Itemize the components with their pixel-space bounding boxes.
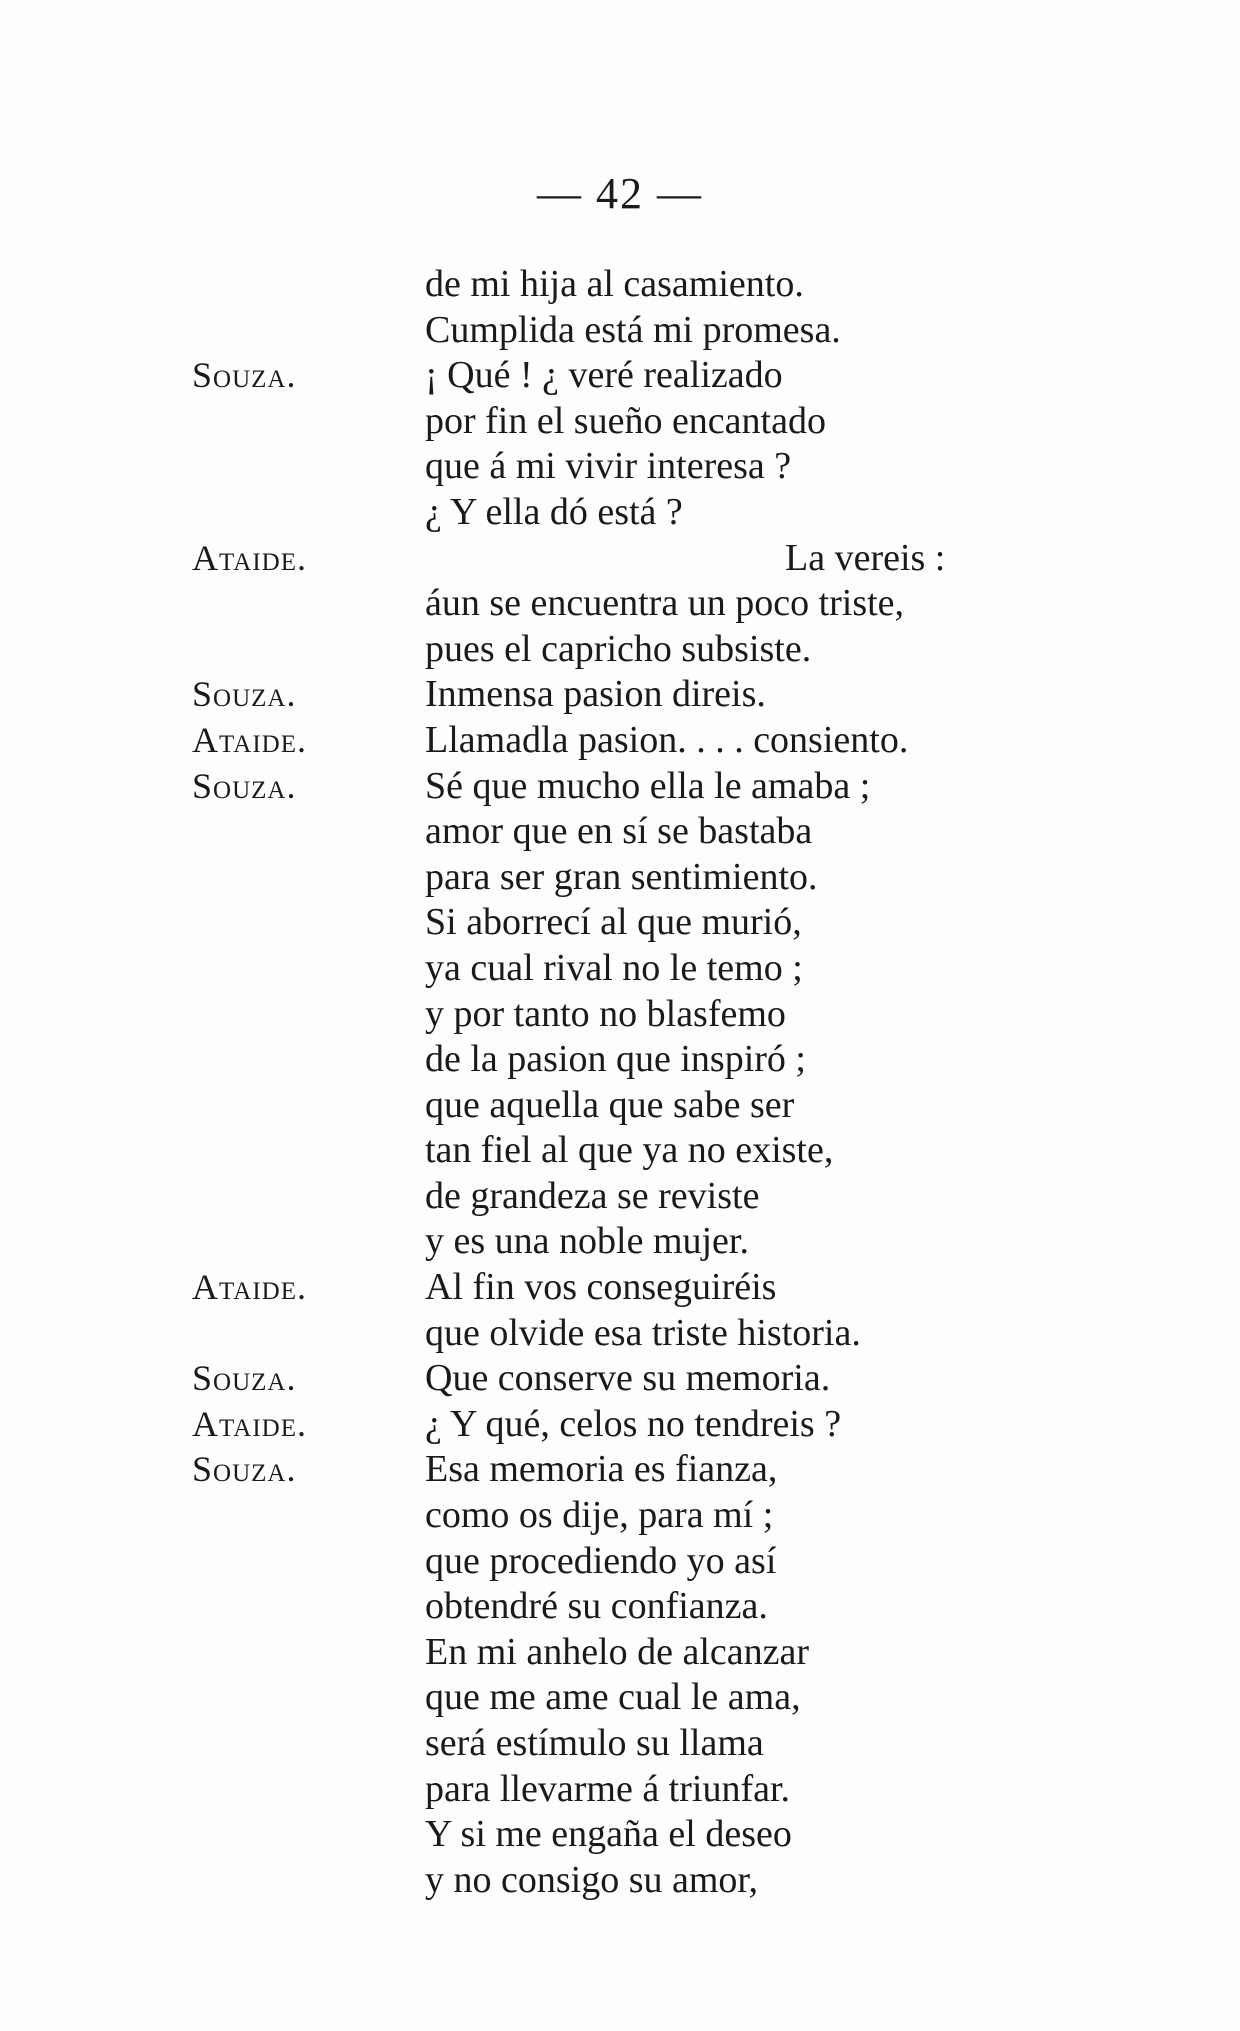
verse-text: En mi anhelo de alcanzar — [425, 1630, 810, 1673]
verse-text: Al fin vos conseguiréis — [425, 1266, 777, 1309]
verse-text: Sé que mucho ella le amaba ; — [425, 764, 871, 807]
verse-text: ¿ Y ella dó está ? — [425, 490, 683, 533]
verse-text: y no consigo su amor, — [425, 1858, 759, 1901]
speaker-name: Souza. — [192, 674, 297, 715]
speaker-name: Souza. — [192, 765, 297, 806]
verse-line — [0, 1037, 1240, 1083]
verse-line — [0, 1174, 1240, 1220]
page-number: — 42 — — [537, 169, 703, 218]
verse-line — [0, 1584, 1240, 1630]
speaker-name: Ataide. — [192, 1403, 307, 1444]
verse-text: Esa memoria es fianza, — [425, 1448, 778, 1491]
verse-text: y por tanto no blasfemo — [425, 992, 786, 1035]
speaker-name: Souza. — [192, 1358, 297, 1399]
verse-text: para ser gran sentimiento. — [425, 855, 818, 898]
verse-text: y es una noble mujer. — [425, 1220, 749, 1263]
verse-line — [0, 1311, 1240, 1357]
verse-text: amor que en sí se bastaba — [425, 810, 813, 853]
verse-line — [0, 262, 1240, 308]
verse-line — [0, 1630, 1240, 1676]
verse-line — [0, 399, 1240, 445]
verse-line — [0, 490, 1240, 536]
verse-text: que á mi vivir interesa ? — [425, 445, 792, 488]
verse-line — [0, 1858, 1240, 1904]
verse-line — [0, 1721, 1240, 1767]
verse-line — [0, 946, 1240, 992]
verse-text: Que conserve su memoria. — [425, 1357, 831, 1400]
verse-text: ¿ Y qué, celos no tendreis ? — [425, 1402, 842, 1445]
verse-text: como os dije, para mí ; — [425, 1494, 774, 1537]
verse-text: que aquella que sabe ser — [425, 1083, 795, 1126]
speaker-name: Souza. — [192, 1449, 297, 1490]
verse-text: áun se encuentra un poco triste, — [425, 582, 905, 625]
verse-text: por fin el sueño encantado — [425, 399, 826, 442]
speaker-name: Souza. — [192, 355, 297, 396]
verse-line — [0, 672, 1240, 718]
verse-text: La vereis : — [785, 536, 946, 579]
verse-line — [0, 1812, 1240, 1858]
verse-line — [0, 1493, 1240, 1539]
verse-line — [0, 855, 1240, 901]
verse-line — [0, 444, 1240, 490]
speaker-name: Ataide. — [192, 537, 307, 578]
verse-text: tan fiel al que ya no existe, — [425, 1129, 834, 1172]
dialogue-text — [0, 262, 1240, 1903]
verse-text: Cumplida está mi promesa. — [425, 308, 841, 351]
verse-text: de grandeza se reviste — [425, 1174, 760, 1217]
verse-text: que me ame cual le ama, — [425, 1676, 801, 1719]
verse-text: Inmensa pasion direis. — [425, 673, 766, 716]
verse-line — [0, 1675, 1240, 1721]
verse-line — [0, 1539, 1240, 1585]
verse-line — [0, 1219, 1240, 1265]
verse-line — [0, 809, 1240, 855]
verse-line — [0, 764, 1240, 810]
verse-text: ¡ Qué ! ¿ veré realizado — [425, 354, 783, 397]
verse-text: de mi hija al casamiento. — [425, 263, 804, 305]
verse-line — [0, 900, 1240, 946]
verse-text: Llamadla pasion. . . . consiento. — [425, 718, 909, 761]
verse-text: de la pasion que inspiró ; — [425, 1038, 806, 1081]
verse-line — [0, 1128, 1240, 1174]
verse-line — [0, 308, 1240, 354]
verse-line — [0, 992, 1240, 1038]
verse-text: Si aborrecí al que murió, — [425, 901, 802, 944]
verse-line — [0, 353, 1240, 399]
verse-line — [0, 718, 1240, 764]
verse-line — [0, 627, 1240, 673]
verse-text: que procediendo yo así — [425, 1539, 777, 1582]
verse-text: pues el capricho subsiste. — [425, 627, 812, 670]
verse-line — [0, 1083, 1240, 1129]
verse-line — [0, 581, 1240, 627]
verse-text: Y si me engaña el deseo — [425, 1813, 792, 1856]
verse-line — [0, 1402, 1240, 1448]
verse-text: será estímulo su llama — [425, 1722, 764, 1764]
verse-text: obtendré su confianza. — [425, 1585, 768, 1628]
verse-text: ya cual rival no le temo ; — [425, 946, 803, 989]
speaker-name: Ataide. — [192, 719, 307, 760]
verse-text: para llevarme á triunfar. — [425, 1767, 791, 1810]
verse-line — [0, 1265, 1240, 1311]
verse-line — [0, 1447, 1240, 1493]
verse-line — [0, 1356, 1240, 1402]
speaker-name: Ataide. — [192, 1267, 307, 1308]
verse-line — [0, 1767, 1240, 1813]
verse-text: que olvide esa triste historia. — [425, 1311, 861, 1354]
verse-line — [0, 536, 1240, 582]
